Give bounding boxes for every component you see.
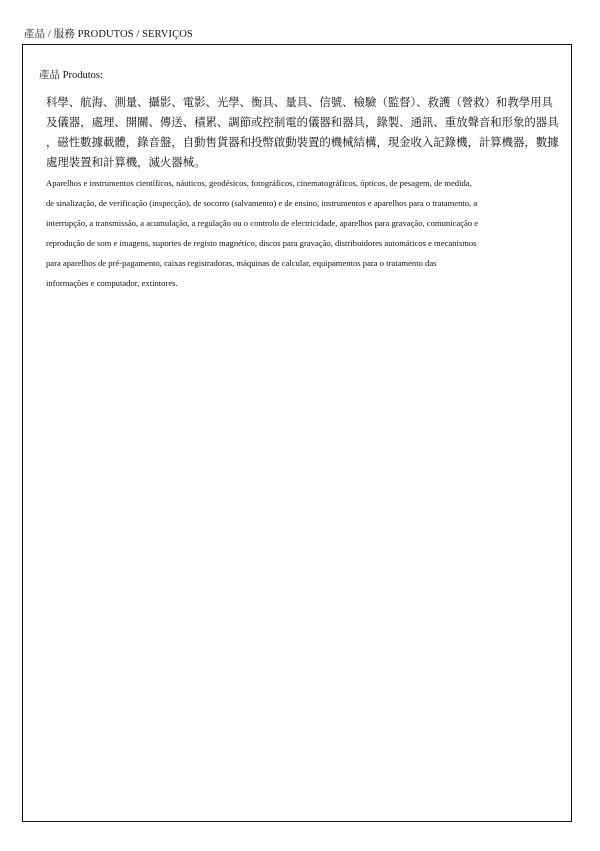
portuguese-line: de sinalização, de verificação (inspecção), de socorro (salvamento) e de ensino, instrumentos e aparelhos para o tratamento, a: [46, 198, 478, 208]
chinese-line: 處理裝置和計算機，滅火器械。: [46, 157, 206, 169]
content-frame: [22, 44, 572, 822]
products-portuguese-description: [46, 173, 554, 293]
page-header: 產品 / 服務 PRODUTOS / SERVIÇOS: [24, 29, 193, 40]
chinese-line: 科學、航海、測量、攝影、電影、光學、衡具、量具、信號、檢驗（監督）、救護（營救）和教學用具: [46, 97, 553, 109]
chinese-line: 及儀器，處理、開關、傳送、積累、調節或控制電的儀器和器具，錄製、通訊、重放聲音和形象的器具: [46, 117, 559, 129]
portuguese-line: interrupção, a transmissão, a acumulação, a regulação ou o controlo de electricidade, aparelhos para gravação, comunicação e: [46, 218, 479, 228]
products-label: 產品 Produtos:: [39, 70, 103, 81]
portuguese-line: informações e computador, extintores.: [46, 278, 178, 288]
portuguese-line: para aparelhos de pré-pagamento, caixas registradoras, máquinas de calcular, equipamentos para o tratamento das: [46, 258, 437, 268]
portuguese-line: reprodução de som e imagens, suportes de registo magnético, discos para gravação, distribuidores automáticos e mecanismos: [46, 238, 477, 248]
products-chinese-description: [46, 93, 559, 173]
portuguese-line: Aparelhos e instrumentos científicos, náuticos, geodésicos, fotográficos, cinematográficos, ópticos, de pesagem, de medida,: [46, 178, 472, 188]
chinese-line: ，磁性數據載體，錄音盤，自動售貨器和投幣啟動裝置的機械結構，現金收入記錄機，計算機器，數據: [46, 137, 559, 149]
